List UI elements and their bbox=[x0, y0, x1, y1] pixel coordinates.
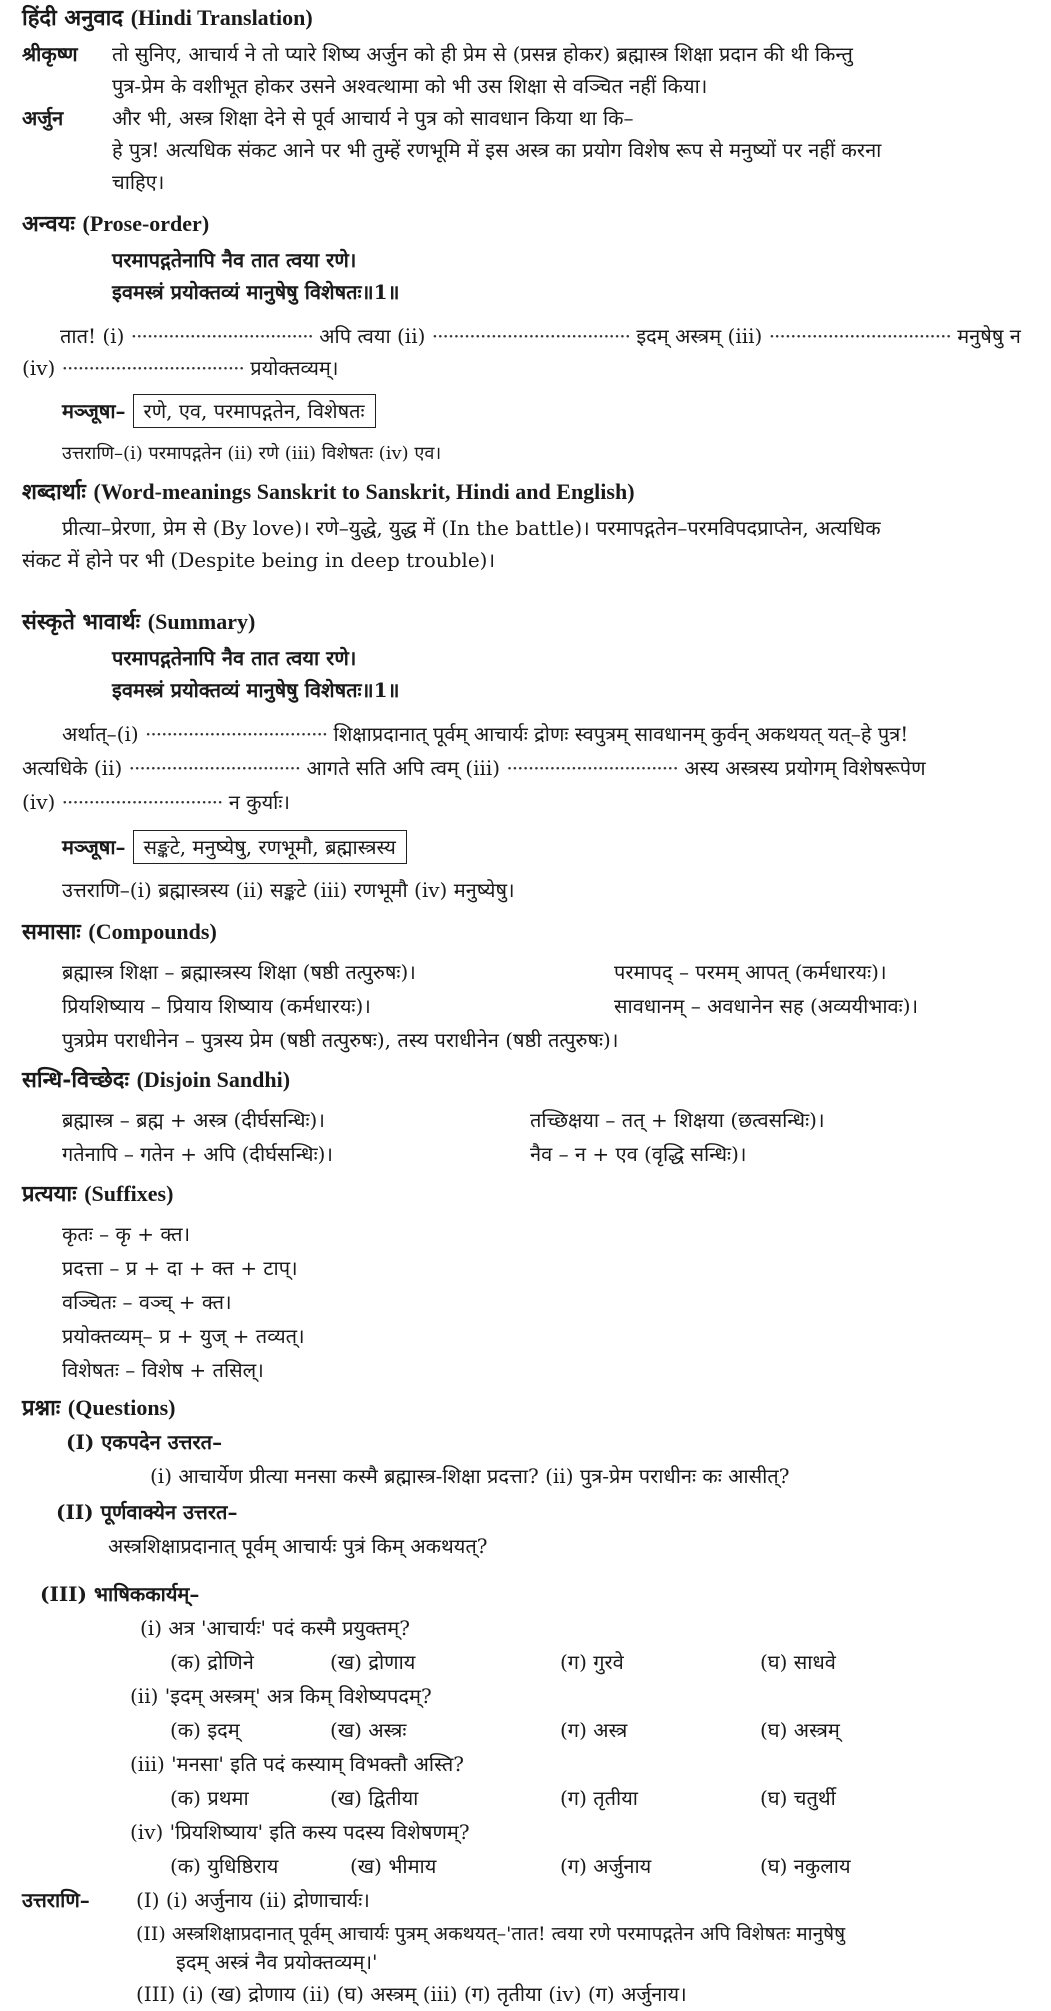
mcq-question: (i) अत्र 'आचार्यः' पदं कस्मै प्रयुक्तम्? bbox=[140, 1616, 410, 1640]
word-box-row bbox=[62, 830, 407, 864]
heading-en: (Prose-order) bbox=[82, 211, 210, 236]
heading-en: (Hindi Translation) bbox=[130, 5, 313, 30]
paragraph-line: पुत्र-प्रेम के वशीभूत होकर उसने अश्वत्थामा को भी उस शिक्षा से वञ्चित नहीं किया। bbox=[112, 74, 708, 98]
fill-blank-line bbox=[62, 720, 908, 748]
text: (iv) bbox=[22, 356, 56, 380]
blank: ·································· bbox=[145, 722, 328, 746]
section-heading-summary bbox=[22, 608, 255, 636]
text: (iv) bbox=[22, 790, 56, 814]
speaker-shrikrishna: श्रीकृष्ण bbox=[22, 42, 78, 66]
text: अत्यधिके (ii) bbox=[22, 756, 123, 780]
text: अपि त्वया (ii) bbox=[319, 324, 426, 348]
fill-blank-line bbox=[22, 354, 338, 382]
compound-row: परमापद् – परमम् आपत् (कर्मधारयः)। bbox=[614, 960, 887, 984]
section-heading-hindi-translation bbox=[22, 4, 313, 32]
suffix-row: प्रदत्ता – प्र + दा + क्त + टाप्। bbox=[62, 1256, 298, 1280]
compound-row: सावधानम् – अवधानेन सह (अव्ययीभावः)। bbox=[614, 994, 919, 1018]
text: शिक्षाप्रदानात् पूर्वम् आचार्यः द्रोणः स्वपुत्रम् सावधानम् कुर्वन् अकथयत् यत्–हे पुत्र! bbox=[333, 722, 909, 746]
blank: ·································· bbox=[130, 324, 313, 348]
answer-line: (I) (i) अर्जुनाय (ii) द्रोणाचार्यः। bbox=[136, 1888, 370, 1912]
sandhi-row: तच्छिक्षया – तत् + शिक्षया (छत्वसन्धिः)। bbox=[530, 1108, 825, 1132]
mcq-option: (घ) अस्त्रम् bbox=[760, 1718, 840, 1742]
section-heading-questions bbox=[22, 1394, 175, 1422]
heading-en: (Word-meanings Sanskrit to Sanskrit, Hindi and English) bbox=[93, 479, 635, 504]
heading-en: (Disjoin Sandhi) bbox=[136, 1067, 291, 1092]
word-box-label: मञ्जूषा– bbox=[62, 399, 126, 423]
section-heading-compounds bbox=[22, 918, 217, 946]
compound-row: प्रियशिष्याय – प्रियाय शिष्याय (कर्मधारयः)। bbox=[62, 994, 371, 1018]
text: तात! (i) bbox=[60, 324, 125, 348]
mcq-option: (ख) द्वितीया bbox=[330, 1786, 419, 1810]
mcq-option: (ग) अर्जुनाय bbox=[560, 1854, 652, 1878]
mcq-question: (iii) 'मनसा' इति पदं कस्याम् विभक्तौ अस्ति? bbox=[130, 1752, 464, 1776]
mcq-option: (क) द्रोणिने bbox=[170, 1650, 254, 1674]
heading-hi: सन्धि-विच्छेदः bbox=[22, 1067, 129, 1093]
answer-line: (II) अस्त्रशिक्षाप्रदानात् पूर्वम् आचार्यः पुत्रम् अकथयत्–'तात! त्वया रणे परमापद्गतेन अपि विशेषतः मानुषेषु bbox=[136, 1923, 846, 1945]
blank: ································ bbox=[128, 756, 301, 780]
text: अस्य अस्त्रस्य प्रयोगम् विशेषरूपेण bbox=[684, 756, 926, 780]
answer-line: (III) (i) (ख) द्रोणाय (ii) (घ) अस्त्रम् (iii) (ग) तृतीया (iv) (ग) अर्जुनाय। bbox=[136, 1982, 687, 2006]
mcq-option: (क) प्रथमा bbox=[170, 1786, 249, 1810]
fill-blank-line bbox=[22, 788, 290, 816]
question-group-heading: (II) पूर्णवाक्येन उत्तरत– bbox=[56, 1500, 238, 1524]
mcq-option: (घ) चतुर्थी bbox=[760, 1786, 836, 1810]
text: आगते सति अपि त्वम् (iii) bbox=[306, 756, 501, 780]
blank: ····································· bbox=[431, 324, 630, 348]
question-line: (i) आचार्येण प्रीत्या मनसा कस्मै ब्रह्मास्त्र-शिक्षा प्रदत्ता? (ii) पुत्र-प्रेम पराधीनः कः आसीत्? bbox=[150, 1464, 790, 1488]
mcq-option: (ख) भीमाय bbox=[350, 1854, 437, 1878]
question-group-heading: (III) भाषिककार्यम्– bbox=[40, 1582, 200, 1606]
speaker-arjun: अर्जुन bbox=[22, 106, 64, 130]
mcq-option: (घ) नकुलाय bbox=[760, 1854, 851, 1878]
blank: ······························ bbox=[61, 790, 223, 814]
compound-row: ब्रह्मास्त्र शिक्षा – ब्रह्मास्त्रस्य शिक्षा (षष्ठी तत्पुरुषः)। bbox=[62, 960, 416, 984]
compound-row: पुत्रप्रेम पराधीनेन – पुत्रस्य प्रेम (षष्ठी तत्पुरुषः), तस्य पराधीनेन (षष्ठी तत्पुरुषः)। bbox=[62, 1028, 619, 1052]
word-box: सङ्कटे, मनुष्येषु, रणभूमौ, ब्रह्मास्त्रस्य bbox=[133, 830, 407, 864]
text: इदम् अस्त्रम् (iii) bbox=[636, 324, 763, 348]
fill-blank-line bbox=[60, 322, 1021, 350]
sandhi-row: गतेनापि – गतेन + अपि (दीर्घसन्धिः)। bbox=[62, 1142, 333, 1166]
section-heading-suffixes bbox=[22, 1180, 173, 1208]
paragraph-line: संकट में होने पर भी (Despite being in deep trouble)। bbox=[22, 548, 496, 572]
section-heading-prose-order bbox=[22, 210, 209, 238]
heading-hi: प्रत्ययाः bbox=[22, 1181, 77, 1207]
suffix-row: वञ्चितः – वञ्च् + क्त। bbox=[62, 1290, 232, 1314]
section-heading-word-meanings bbox=[22, 478, 635, 506]
mcq-option: (क) इदम् bbox=[170, 1718, 240, 1742]
verse-line: परमापद्गतेनापि नैव तात त्वया रणे। bbox=[112, 248, 357, 272]
heading-hi: समासाः bbox=[22, 919, 81, 945]
suffix-row: कृतः – कृ + क्त। bbox=[62, 1222, 191, 1246]
mcq-option: (ग) अस्त्र bbox=[560, 1718, 628, 1742]
heading-en: (Summary) bbox=[147, 609, 256, 634]
mcq-option: (ग) गुरवे bbox=[560, 1650, 624, 1674]
mcq-question: (ii) 'इदम् अस्त्रम्' अत्र किम् विशेष्यपदम्? bbox=[130, 1684, 432, 1708]
text: प्रयोक्तव्यम्। bbox=[250, 356, 339, 380]
mcq-option: (ख) अस्त्रः bbox=[330, 1718, 407, 1742]
section-heading-sandhi bbox=[22, 1066, 290, 1094]
word-box-row bbox=[62, 394, 376, 428]
verse-line: इवमस्त्रं प्रयोक्तव्यं मानुषेषु विशेषतः॥1॥ bbox=[112, 280, 400, 304]
heading-en: (Questions) bbox=[67, 1395, 176, 1420]
blank: ·································· bbox=[61, 356, 244, 380]
heading-en: (Suffixes) bbox=[84, 1181, 174, 1206]
heading-hi: प्रश्नाः bbox=[22, 1395, 61, 1421]
heading-hi: संस्कृते भावार्थः bbox=[22, 609, 141, 635]
mcq-question: (iv) 'प्रियशिष्याय' इति कस्य पदस्य विशेषणम्? bbox=[130, 1820, 470, 1844]
verse-line: इवमस्त्रं प्रयोक्तव्यं मानुषेषु विशेषतः॥1॥ bbox=[112, 678, 400, 702]
answers-line: उत्तराणि–(i) ब्रह्मास्त्रस्य (ii) सङ्कटे (iii) रणभूमौ (iv) मनुष्येषु। bbox=[62, 878, 515, 902]
word-box: रणे, एव, परमापद्गतेन, विशेषतः bbox=[133, 394, 376, 428]
answers-label: उत्तराणि– bbox=[22, 1888, 90, 1912]
paragraph-line: चाहिए। bbox=[112, 170, 165, 194]
question-line: अस्त्रशिक्षाप्रदानात् पूर्वम् आचार्यः पुत्रं किम् अकथयत्? bbox=[108, 1534, 488, 1558]
mcq-option: (क) युधिष्ठिराय bbox=[170, 1854, 279, 1878]
text: न कुर्याः। bbox=[228, 790, 290, 814]
answer-line: इदम् अस्त्रं नैव प्रयोक्तव्यम्।' bbox=[176, 1950, 378, 1974]
heading-hi: अन्वयः bbox=[22, 211, 75, 237]
text: मनुषेषु न bbox=[957, 324, 1021, 348]
mcq-option: (ख) द्रोणाय bbox=[330, 1650, 416, 1674]
suffix-row: विशेषतः – विशेष + तसिल्। bbox=[62, 1358, 264, 1382]
fill-blank-line bbox=[22, 754, 926, 782]
paragraph-line: प्रीत्या–प्रेरणा, प्रेम से (By love)। रणे–युद्धे, युद्ध में (In the battle)। परमापद्गतेन–परमविपदप्राप्तेन, अत्यधिक bbox=[62, 516, 881, 540]
paragraph-line: हे पुत्र! अत्यधिक संकट आने पर भी तुम्हें रणभूमि में इस अस्त्र का प्रयोग विशेष रूप से मनुष्यों पर नहीं करना bbox=[112, 138, 882, 162]
answers-line: उत्तराणि–(i) परमापद्गतेन (ii) रणे (iii) विशेषतः (iv) एव। bbox=[62, 443, 442, 464]
heading-hi: हिंदी अनुवाद bbox=[22, 5, 124, 31]
heading-en: (Compounds) bbox=[88, 919, 217, 944]
question-group-heading: (I) एकपदेन उत्तरत– bbox=[66, 1430, 223, 1454]
text: अर्थात्–(i) bbox=[62, 722, 139, 746]
blank: ·································· bbox=[768, 324, 951, 348]
mcq-option: (घ) साधवे bbox=[760, 1650, 836, 1674]
mcq-option: (ग) तृतीया bbox=[560, 1786, 638, 1810]
blank: ································ bbox=[506, 756, 678, 780]
paragraph-line: तो सुनिए, आचार्य ने तो प्यारे शिष्य अर्जुन को ही प्रेम से (प्रसन्न होकर) ब्रह्मास्त्र शिक्षा प्रदान की थी किन्तु bbox=[112, 42, 853, 66]
sandhi-row: ब्रह्मास्त्र – ब्रह्म + अस्त्र (दीर्घसन्धिः)। bbox=[62, 1108, 325, 1132]
sandhi-row: नैव – न + एव (वृद्धि सन्धिः)। bbox=[530, 1142, 747, 1166]
verse-line: परमापद्गतेनापि नैव तात त्वया रणे। bbox=[112, 646, 357, 670]
paragraph-line: और भी, अस्त्र शिक्षा देने से पूर्व आचार्य ने पुत्र को सावधान किया था कि– bbox=[112, 106, 634, 130]
suffix-row: प्रयोक्तव्यम्– प्र + युज् + तव्यत्। bbox=[62, 1324, 305, 1348]
heading-hi: शब्दार्थाः bbox=[22, 479, 86, 505]
word-box-label: मञ्जूषा– bbox=[62, 835, 126, 859]
